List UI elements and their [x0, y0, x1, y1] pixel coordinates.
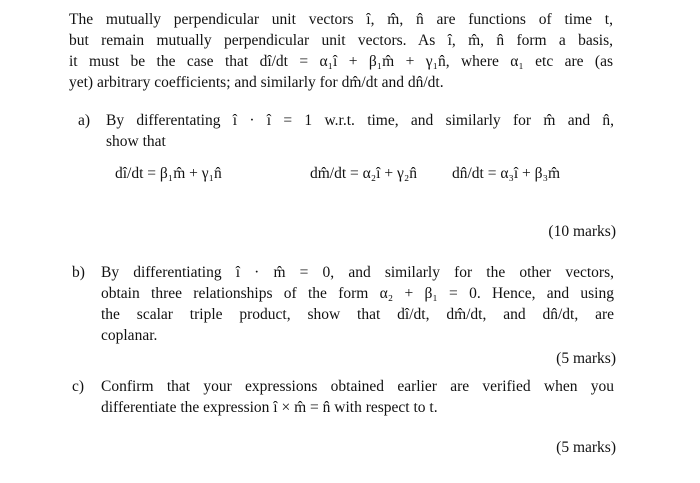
equation-dm-dt: dm̂/dt = α₂î + γ₂n̂ — [310, 165, 417, 182]
part-a — [78, 110, 614, 152]
part-c-marks: (5 marks) — [556, 439, 616, 456]
part-b-marks: (5 marks) — [556, 350, 616, 367]
part-a-line-2: show that — [106, 133, 166, 150]
part-c-label: c) — [72, 378, 85, 395]
equation-di-dt: dî/dt = β₁m̂ + γ₁n̂ — [115, 165, 222, 182]
part-c-line-2: differentiate the expression î × m̂ = n̂ with respect to t. — [101, 399, 438, 416]
part-c-line-1: Confirm that your expressions obtained earlier are verified when you — [101, 378, 614, 395]
part-b-line-3: the scalar triple product, show that dî/dt, dm̂/dt, and dn̂/dt, are — [101, 306, 614, 323]
intro-paragraph — [69, 9, 613, 93]
part-a-line-1: By differentating î · î = 1 w.r.t. time, and similarly for m̂ and n̂, — [106, 112, 614, 129]
part-b-label: b) — [72, 264, 85, 281]
part-a-marks: (10 marks) — [548, 223, 616, 240]
part-b — [72, 262, 614, 346]
part-c — [72, 376, 614, 418]
equation-dn-dt: dn̂/dt = α₃î + β₃m̂ — [452, 165, 561, 182]
intro-line-2: but remain mutually perpendicular unit vectors. As î, m̂, n̂ form a basis, — [69, 32, 613, 49]
intro-line-1: The mutually perpendicular unit vectors î, m̂, n̂ are functions of time t, — [69, 11, 613, 28]
part-b-line-4: coplanar. — [101, 327, 158, 344]
part-b-line-2: obtain three relationships of the form α₂ + β₁ = 0. Hence, and using — [101, 285, 614, 302]
intro-line-4: yet) arbitrary coefficients; and similarly for dm̂/dt and dn̂/dt. — [69, 74, 444, 91]
part-a-label: a) — [78, 112, 91, 129]
intro-line-3: it must be the case that dî/dt = α₁î + β₁m̂ + γ₁n̂, where α₁ etc are (as — [69, 53, 613, 70]
part-b-line-1: By differentiating î · m̂ = 0, and similarly for the other vectors, — [101, 264, 614, 281]
